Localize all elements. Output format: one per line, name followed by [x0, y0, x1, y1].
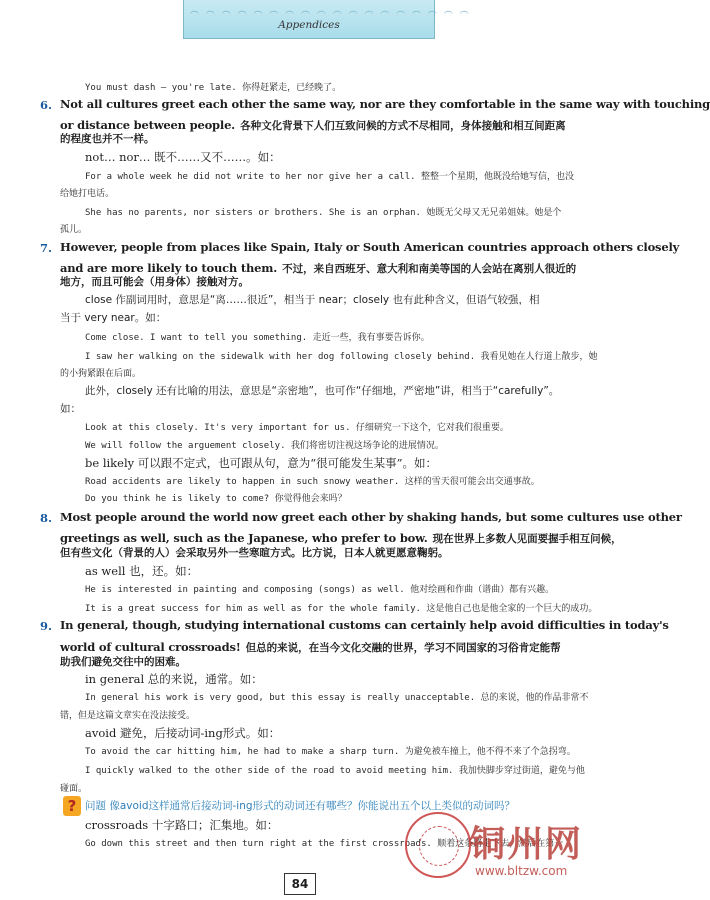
headline-translation: 的程度也并不一样。	[60, 133, 155, 145]
headline-line	[60, 636, 561, 655]
example-line: I saw her walking on the sidewalk with her dog following closely behind. 我看见她在人行道上散步，她	[85, 352, 598, 362]
item-number: 7.	[40, 241, 53, 255]
example-line: 碰面。	[60, 784, 88, 794]
headline-translation: 但有些文化（背景的人）会采取另外一些寒暄方式。比方说，日本人就更愿意鞠躬。	[60, 547, 449, 559]
example-line: You must dash — you're late. 你得赶紧走，已经晚了。	[85, 83, 342, 93]
headline-translation: 但总的来说，在当今文化交融的世界，学习不同国家的习俗肯定能帮	[245, 642, 561, 654]
keyword-line: avoid 避免，后接动词-ing形式。如：	[85, 726, 281, 740]
watermark-seal-icon	[405, 812, 471, 878]
example-line: Do you think he is likely to come? 你觉得他会来吗？	[85, 494, 347, 504]
headline-translation: 不过，来自西班牙、意大利和南美等国的人会站在离别人很近的	[282, 263, 577, 275]
example-line: He is interested in painting and composing (songs) as well. 他对绘画和作曲（谱曲）都有兴趣。	[85, 585, 555, 595]
watermark-url: www.bltzw.com	[475, 864, 568, 878]
example-line: 的小狗紧跟在后面。	[60, 369, 142, 379]
headline-text: In general, though, studying international customs can certainly help avoid difficulties in today's	[60, 618, 669, 632]
explanation-line: 此外，closely 还有比喻的用法，意思是“亲密地”，也可作“仔细地，严密地”讲，相当于“carefully”。	[85, 385, 560, 397]
item-number: 6.	[40, 98, 53, 112]
explanation-line: 如：	[60, 403, 81, 415]
headline-text: Most people around the world now greet each other by shaking hands, but some cultures use other	[60, 510, 682, 524]
example-line: She has no parents, nor sisters or brothers. She is an orphan. 她既无父母又无兄弟姐妹。她是个	[85, 208, 562, 218]
headline-translation: 现在世界上多数人见面要握手相互问候，	[432, 533, 622, 545]
headline-text: greetings as well, such as the Japanese, who prefer to bow.	[60, 531, 428, 545]
example-line: 给她打电话。	[60, 189, 115, 199]
question-icon: ?	[63, 796, 81, 816]
section-title: Appendices	[278, 19, 340, 31]
watermark-title: 铜州网	[469, 824, 584, 865]
explanation-line: close 作副词用时，意思是“离……很近”，相当于 near；closely 也有此种含义，但语气较强，相	[85, 294, 540, 306]
headline-text: world of cultural crossroads!	[60, 640, 241, 654]
keyword-line: in general 总的来说，通常。如：	[85, 672, 263, 686]
header-banner	[183, 0, 471, 39]
example-line: It is a great success for him as well as for the whole family. 这是他自己也是他全家的一个巨大的成功。	[85, 604, 598, 614]
example-line: We will follow the arguement closely. 我们将密切注视这场争论的进展情况。	[85, 441, 444, 451]
keyword-line: be likely 可以跟不定式，也可跟从句，意为“很可能发生某事”。如：	[85, 456, 438, 470]
keyword-line: crossroads 十字路口；汇集地。如：	[85, 818, 279, 832]
headline-translation: 各种文化背景下人们互致问候的方式不尽相同，身体接触和相互间距离	[240, 120, 566, 132]
headline-translation: 地方，而且可能会（用身体）接触对方。	[60, 276, 249, 288]
example-line: Road accidents are likely to happen in such snowy weather. 这样的雪天很可能会出交通事故。	[85, 477, 540, 487]
question-prompt: 问题 像avoid这样通常后接动词-ing形式的动词还有哪些？你能说出五个以上类似的动词吗？	[85, 800, 516, 812]
watermark	[405, 812, 605, 900]
example-line: I quickly walked to the other side of the road to avoid meeting him. 我加快脚步穿过街道，避免与他	[85, 766, 585, 776]
headline-translation: 助我们避免交往中的困难。	[60, 656, 186, 668]
keyword-line: as well 也，还。如：	[85, 564, 199, 578]
headline-text: However, people from places like Spain, Italy or South American countries approach others closely	[60, 240, 680, 254]
headline-text: or distance between people.	[60, 118, 235, 132]
example-line: For a whole week he did not write to her nor give her a call. 整整一个星期，他既没给她写信，也没	[85, 172, 574, 182]
example-line: In general his work is very good, but this essay is really unacceptable. 总的来说，他的作品非常不	[85, 693, 589, 703]
example-line: 孤儿。	[60, 225, 88, 235]
banner-pattern: ︵ ︵ ︵ ︵ ︵ ︵ ︵ ︵ ︵ ︵ ︵ ︵ ︵ ︵ ︵ ︵ ︵ ︵	[190, 6, 471, 16]
example-line: Look at this closely. It's very important for us. 仔细研究一下这个，它对我们很重要。	[85, 423, 509, 433]
headline-text: Not all cultures greet each other the same way, nor are they comfortable in the same way with touching	[60, 97, 710, 111]
example-line: 错，但是这篇文章实在没法接受。	[60, 711, 196, 721]
headline-text: and are more likely to touch them.	[60, 261, 278, 275]
example-line: To avoid the car hitting him, he had to make a sharp turn. 为避免被车撞上，他不得不来了个急拐弯。	[85, 747, 576, 757]
example-line: Come close. I want to tell you something. 走近一些，我有事要告诉你。	[85, 333, 430, 343]
item-number: 9.	[40, 619, 53, 633]
headline-line	[60, 527, 622, 546]
keyword-line: not… nor… 既不……又不……。如：	[85, 150, 281, 164]
item-number: 8.	[40, 511, 53, 525]
page-number: 84	[284, 873, 316, 895]
example-line: Go down this street and then turn right at the first crossroads. 顺着这条路走下去，然后在第一	[85, 839, 564, 849]
explanation-line: 当于 very near。如：	[60, 312, 167, 324]
